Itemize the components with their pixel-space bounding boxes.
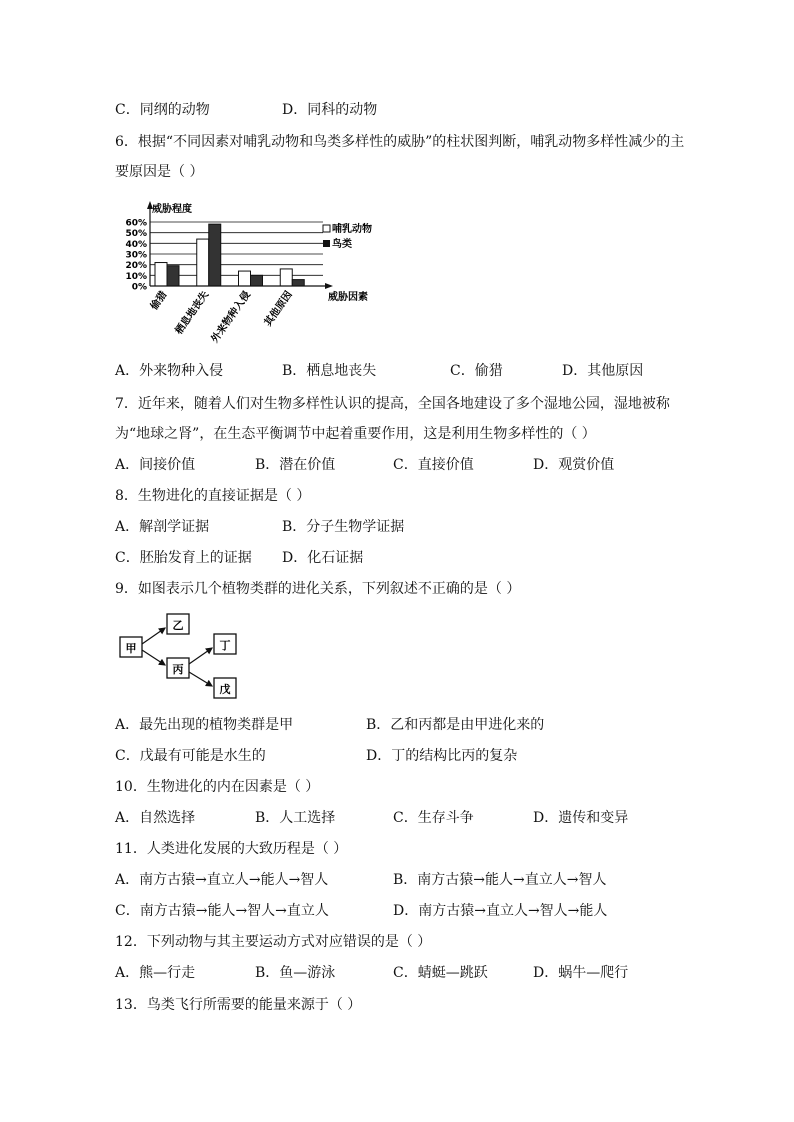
bar-bird [292, 280, 304, 286]
q10-option-d: D．遗传和变异 [533, 810, 629, 826]
q6-option-b: B．栖息地丧失 [282, 363, 377, 379]
q8-stem: 8．生物进化的直接证据是（ ） [115, 488, 311, 504]
q5-option-d: D．同科的动物 [282, 102, 378, 118]
x-category-label: 偷猎 [148, 289, 170, 313]
node-bing-label: 丙 [172, 663, 184, 676]
q11-option-a: A．南方古猿→直立人→能人→智人 [115, 872, 329, 888]
q9-stem: 9．如图表示几个植物类群的进化关系，下列叙述不正确的是（ ） [115, 581, 521, 597]
y-tick-label: 40% [125, 239, 147, 250]
bar-mammal [239, 271, 251, 286]
x-axis-arrow [325, 283, 333, 289]
q13-stem: 13．鸟类飞行所需要的能量来源于（ ） [115, 997, 362, 1013]
bar-mammal [280, 269, 292, 286]
legend-swatch-bird [323, 240, 330, 247]
y-tick-label: 50% [125, 229, 147, 240]
q5-option-c: C．同纲的动物 [115, 102, 210, 118]
q10-option-b: B．人工选择 [255, 810, 336, 826]
q11-option-b: B．南方古猿→能人→直立人→智人 [393, 872, 607, 888]
chart-legend [323, 222, 372, 250]
y-tick-label: 20% [125, 261, 147, 272]
q12-option-d: D．蜗牛—爬行 [533, 965, 629, 981]
bar-mammal [155, 263, 167, 286]
bar-bird [167, 266, 179, 286]
chart-tick-labels [125, 219, 147, 293]
arrow-bing-ding [189, 648, 212, 664]
node-jia-label: 甲 [125, 642, 137, 655]
q7-option-d: D．观赏价值 [533, 457, 615, 473]
q6-stem-line1: 6．根据“不同因素对哺乳动物和鸟类多样性的威胁”的柱状图判断，哺乳动物多样性减少的主 [115, 134, 685, 150]
q12-stem: 12．下列动物与其主要运动方式对应错误的是（ ） [115, 934, 432, 950]
q7-stem-line1: 7．近年来，随着人们对生物多样性认识的提高，全国各地建设了多个湿地公园，湿地被称 [115, 396, 670, 412]
bar-mammal [197, 239, 209, 286]
q6-stem-line2: 要原因是（ ） [115, 164, 204, 180]
q11-option-c: C．南方古猿→能人→智人→直立人 [115, 903, 329, 919]
legend-label-mammal: 哺乳动物 [332, 224, 372, 235]
x-category-label: 栖息地丧失 [173, 289, 212, 337]
bar-bird [251, 275, 263, 286]
q9-option-c: C．戊最有可能是水生的 [115, 748, 266, 764]
q10-option-a: A．自然选择 [115, 810, 196, 826]
y-axis-label: 威胁程度 [152, 204, 192, 215]
q8-option-c: C．胚胎发育上的证据 [115, 550, 252, 566]
q7-stem-line2: 为“地球之肾”，在生态平衡调节中起着重要作用，这是利用生物多样性的（ ） [115, 426, 596, 442]
x-axis-label: 威胁因素 [328, 292, 368, 303]
node-ding-label: 丁 [219, 639, 231, 652]
arrow-jia-bing [142, 650, 165, 665]
arrow-bing-wu [189, 672, 212, 686]
q9-option-b: B．乙和丙都是由甲进化来的 [366, 717, 545, 733]
q11-stem: 11．人类进化发展的大致历程是（ ） [115, 841, 348, 857]
q9-option-a: A．最先出现的植物类群是甲 [115, 717, 294, 733]
q11-option-d: D．南方古猿→直立人→智人→能人 [393, 903, 608, 919]
legend-label-bird: 鸟类 [332, 239, 352, 250]
threat-bar-chart [118, 198, 398, 348]
q12-option-b: B．鱼—游泳 [255, 965, 336, 981]
y-tick-label: 10% [125, 271, 147, 282]
y-tick-label: 60% [125, 218, 147, 229]
chart-category-labels [147, 288, 295, 345]
q6-option-d: D．其他原因 [562, 363, 644, 379]
chart-bars [155, 224, 304, 286]
q6-option-c: C．偷猎 [450, 363, 503, 379]
q9-option-d: D．丁的结构比丙的复杂 [366, 748, 518, 764]
x-category-label: 外来物种入侵 [209, 289, 253, 345]
x-category-label: 其他原因 [262, 289, 295, 329]
q7-option-c: C．直接价值 [393, 457, 474, 473]
q12-option-c: C．蜻蜓—跳跃 [393, 965, 488, 981]
q10-stem: 10．生物进化的内在因素是（ ） [115, 779, 320, 795]
q12-option-a: A．熊—行走 [115, 965, 196, 981]
legend-swatch-mammal [323, 225, 330, 232]
q8-option-d: D．化石证据 [282, 550, 364, 566]
arrow-jia-yi [142, 628, 165, 644]
node-wu-label: 戊 [219, 683, 231, 696]
q8-option-a: A．解剖学证据 [115, 519, 210, 535]
q8-option-b: B．分子生物学证据 [282, 519, 405, 535]
q7-option-a: A．间接价值 [115, 457, 196, 473]
plant-evolution-diagram [118, 612, 248, 704]
y-tick-label: 0% [131, 282, 147, 293]
q10-option-c: C．生存斗争 [393, 810, 474, 826]
y-tick-label: 30% [125, 250, 147, 261]
bar-bird [209, 224, 221, 286]
q7-option-b: B．潜在价值 [255, 457, 336, 473]
node-yi-label: 乙 [172, 619, 184, 632]
q6-option-a: A．外来物种入侵 [115, 363, 224, 379]
